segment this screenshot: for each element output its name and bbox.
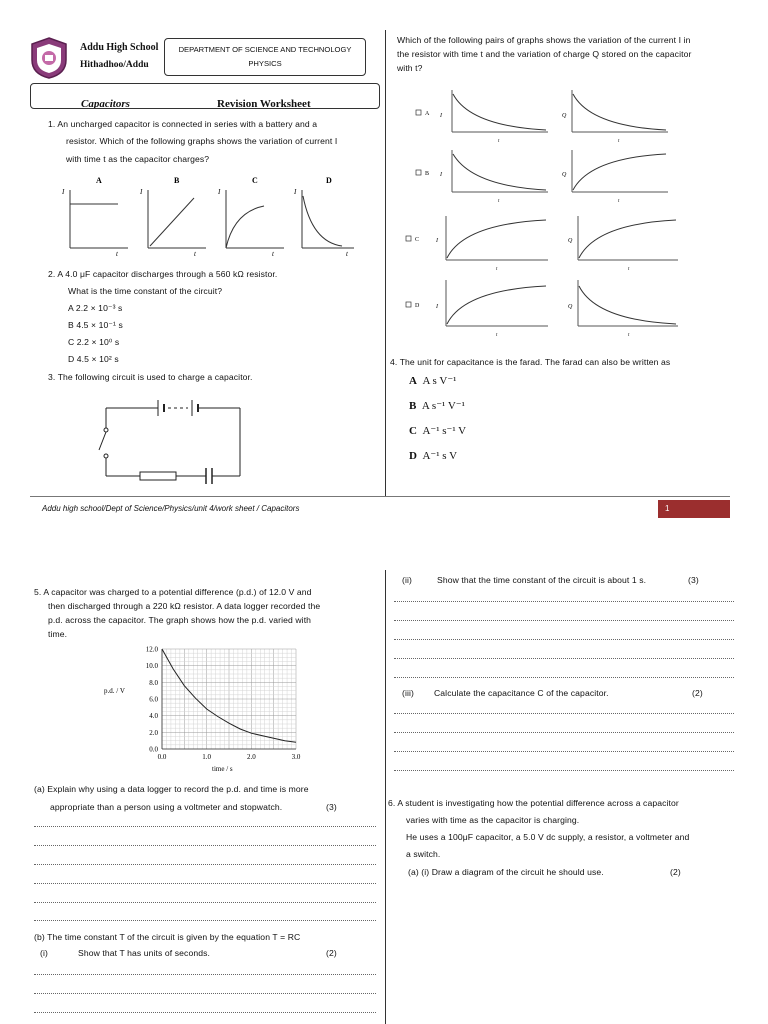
svg-text:t: t <box>618 139 620 144</box>
q5a-marks: (3) <box>326 802 337 812</box>
answer-line[interactable] <box>394 639 734 640</box>
svg-text:I: I <box>440 113 442 119</box>
q6-line2: varies with time as the capacitor is charging. <box>406 815 580 825</box>
q2-option-d: D 4.5 × 10² s <box>68 354 119 364</box>
svg-text:C: C <box>415 237 420 243</box>
q5b-line1: (b) The time constant T of the circuit is given by the equation T = RC <box>34 932 301 942</box>
y-tick-label: 12.0 <box>145 645 158 654</box>
answer-line[interactable] <box>394 658 734 659</box>
q3-line1: 3. The following circuit is used to charge a capacitor. <box>48 372 253 382</box>
q5b-iii-text: Calculate the capacitance C of the capacitor. <box>434 688 609 698</box>
answer-line[interactable] <box>394 601 734 602</box>
q1-label-d: D <box>326 176 332 185</box>
chart-grid <box>162 649 296 749</box>
q4-option-b: B A s⁻¹ V⁻¹ <box>409 400 465 412</box>
answer-line[interactable] <box>394 751 734 752</box>
q5b-i-label: (i) <box>40 948 48 958</box>
answer-line[interactable] <box>394 770 734 771</box>
y-tick-label: 0.0 <box>149 745 158 754</box>
q1-graph-b <box>139 176 206 258</box>
answer-line[interactable] <box>394 620 734 621</box>
svg-text:Q: Q <box>568 238 573 244</box>
q2-option-b: B 4.5 × 10⁻¹ s <box>68 320 123 330</box>
svg-text:B: B <box>425 171 430 177</box>
column-divider-top <box>385 30 386 496</box>
q5-line3: p.d. across the capacitor. The graph shows how the p.d. varied with <box>48 615 312 625</box>
topic-title: Capacitors <box>81 98 130 109</box>
answer-line[interactable] <box>34 902 376 903</box>
q4-option-a: A A s V⁻¹ <box>409 375 457 387</box>
q1-graph-d <box>293 176 354 258</box>
svg-text:t: t <box>194 250 196 258</box>
school-name: Addu High School <box>80 42 159 53</box>
svg-text:t: t <box>628 267 630 272</box>
answer-line[interactable] <box>394 677 734 678</box>
svg-text:I: I <box>218 188 221 196</box>
svg-text:t: t <box>498 139 500 144</box>
q1-label-c: C <box>252 176 258 185</box>
svg-text:I: I <box>436 238 438 244</box>
q3-circuit-diagram <box>92 392 252 490</box>
q2-line1: 2. A 4.0 μF capacitor discharges through a 560 kΩ resistor. <box>48 269 278 279</box>
subject-name: PHYSICS <box>248 59 282 68</box>
q1-label-b: B <box>174 176 180 185</box>
q5-line1: 5. A capacitor was charged to a potential difference (p.d.) of 12.0 V and <box>34 587 312 597</box>
svg-text:t: t <box>498 199 500 204</box>
answer-line[interactable] <box>34 845 376 846</box>
q5b-i-marks: (2) <box>326 948 337 958</box>
q-pairs-line3: with t? <box>397 63 423 73</box>
q6-line1: 6. A student is investigating how the potential difference across a capacitor <box>388 798 679 808</box>
pd-time-chart <box>100 641 315 777</box>
page-number-badge <box>658 500 730 518</box>
svg-text:t: t <box>496 333 498 338</box>
q-pairs-line2: the resistor with time t and the variation of charge Q stored on the capacitor <box>397 49 692 59</box>
svg-text:Q: Q <box>562 113 567 119</box>
department-box <box>164 38 366 76</box>
q5-line4: time. <box>48 629 68 639</box>
q-pairs-row-c <box>406 216 678 272</box>
q5b-i-text: Show that T has units of seconds. <box>78 948 210 958</box>
answer-line[interactable] <box>34 1012 376 1013</box>
y-tick-label: 2.0 <box>149 728 158 737</box>
answer-line[interactable] <box>394 713 734 714</box>
q5a-line2: appropriate than a person using a voltmeter and stopwatch. <box>50 802 283 812</box>
q2-option-c: C 2.2 × 10⁰ s <box>68 337 120 347</box>
footer-rule <box>30 496 730 497</box>
answer-line[interactable] <box>34 864 376 865</box>
q-pairs-row-d <box>406 280 678 338</box>
y-tick-label: 6.0 <box>149 695 158 704</box>
school-crest-icon <box>28 36 70 80</box>
q5a-line1: (a) Explain why using a data logger to record the p.d. and time is more <box>34 784 309 794</box>
q6a-marks: (2) <box>670 867 681 877</box>
q-pairs-row-a <box>416 90 668 144</box>
school-location: Hithadhoo/Addu <box>80 60 149 70</box>
svg-text:I: I <box>140 188 143 196</box>
department-name: DEPARTMENT OF SCIENCE AND TECHNOLOGY <box>178 45 352 54</box>
q4-option-d: D A⁻¹ s V <box>409 450 458 462</box>
svg-text:t: t <box>272 250 274 258</box>
footer-text: Addu high school/Dept of Science/Physics/unit 4/work sheet / Capacitors <box>42 504 300 513</box>
y-tick-label: 4.0 <box>149 712 158 721</box>
answer-line[interactable] <box>34 920 376 921</box>
q2-option-a: A 2.2 × 10⁻³ s <box>68 303 123 313</box>
svg-text:A: A <box>425 111 430 117</box>
answer-line[interactable] <box>34 974 376 975</box>
q6-line4: a switch. <box>406 849 441 859</box>
x-tick-label: 2.0 <box>246 753 256 761</box>
q5b-iii-label: (iii) <box>402 688 414 698</box>
q2-line2: What is the time constant of the circuit? <box>68 286 223 296</box>
svg-text:t: t <box>618 199 620 204</box>
q-pairs-row-b <box>416 150 668 204</box>
x-tick-label: 0.0 <box>157 753 167 761</box>
column-divider-bottom <box>385 570 386 1024</box>
x-tick-label: 3.0 <box>291 753 301 761</box>
chart-xlabel: time / s <box>212 765 233 773</box>
answer-line[interactable] <box>34 993 376 994</box>
svg-text:Q: Q <box>562 172 567 178</box>
q-pairs-line1: Which of the following pairs of graphs shows the variation of the current I in <box>397 35 691 45</box>
svg-text:I: I <box>62 188 65 196</box>
q1-label-a: A <box>96 176 102 185</box>
svg-text:t: t <box>116 250 118 258</box>
q4-option-c: C A⁻¹ s⁻¹ V <box>409 425 467 437</box>
q1-graphs <box>58 172 358 264</box>
page-number: 1 <box>665 504 670 513</box>
q5b-ii-text: Show that the time constant of the circuit is about 1 s. <box>437 575 647 585</box>
svg-text:I: I <box>440 172 442 178</box>
svg-text:t: t <box>346 250 348 258</box>
q1-line3: with time t as the capacitor charges? <box>66 154 210 164</box>
q1-line1: 1. An uncharged capacitor is connected in series with a battery and a <box>48 119 318 129</box>
q6a-text: (a) (i) Draw a diagram of the circuit he should use. <box>408 867 604 877</box>
q4-line1: 4. The unit for capacitance is the farad. The farad can also be written as <box>390 357 671 367</box>
title-box <box>30 83 380 109</box>
svg-text:D: D <box>415 303 420 309</box>
y-tick-label: 8.0 <box>149 678 158 687</box>
q1-line2: resistor. Which of the following graphs shows the variation of current I <box>66 136 338 146</box>
q5-line2: then discharged through a 220 kΩ resistor. A data logger recorded the <box>48 601 321 611</box>
svg-text:t: t <box>496 267 498 272</box>
answer-line[interactable] <box>34 883 376 884</box>
svg-text:Q: Q <box>568 304 573 310</box>
answer-line[interactable] <box>34 826 376 827</box>
svg-text:I: I <box>294 188 297 196</box>
svg-text:t: t <box>628 333 630 338</box>
chart-ylabel: p.d. / V <box>104 687 125 695</box>
q6-line3: He uses a 100μF capacitor, a 5.0 V dc supply, a resistor, a voltmeter and <box>406 832 690 842</box>
q5b-ii-label: (ii) <box>402 575 412 585</box>
y-tick-label: 10.0 <box>145 662 158 671</box>
x-tick-label: 1.0 <box>202 753 212 761</box>
sheet-title: Revision Worksheet <box>217 98 311 109</box>
answer-line[interactable] <box>394 732 734 733</box>
q-pairs-graphs <box>400 84 740 354</box>
q1-graph-c <box>217 176 284 258</box>
q5b-ii-marks: (3) <box>688 575 699 585</box>
svg-text:I: I <box>436 304 438 310</box>
q1-graph-a <box>61 176 128 258</box>
q5b-iii-marks: (2) <box>692 688 703 698</box>
